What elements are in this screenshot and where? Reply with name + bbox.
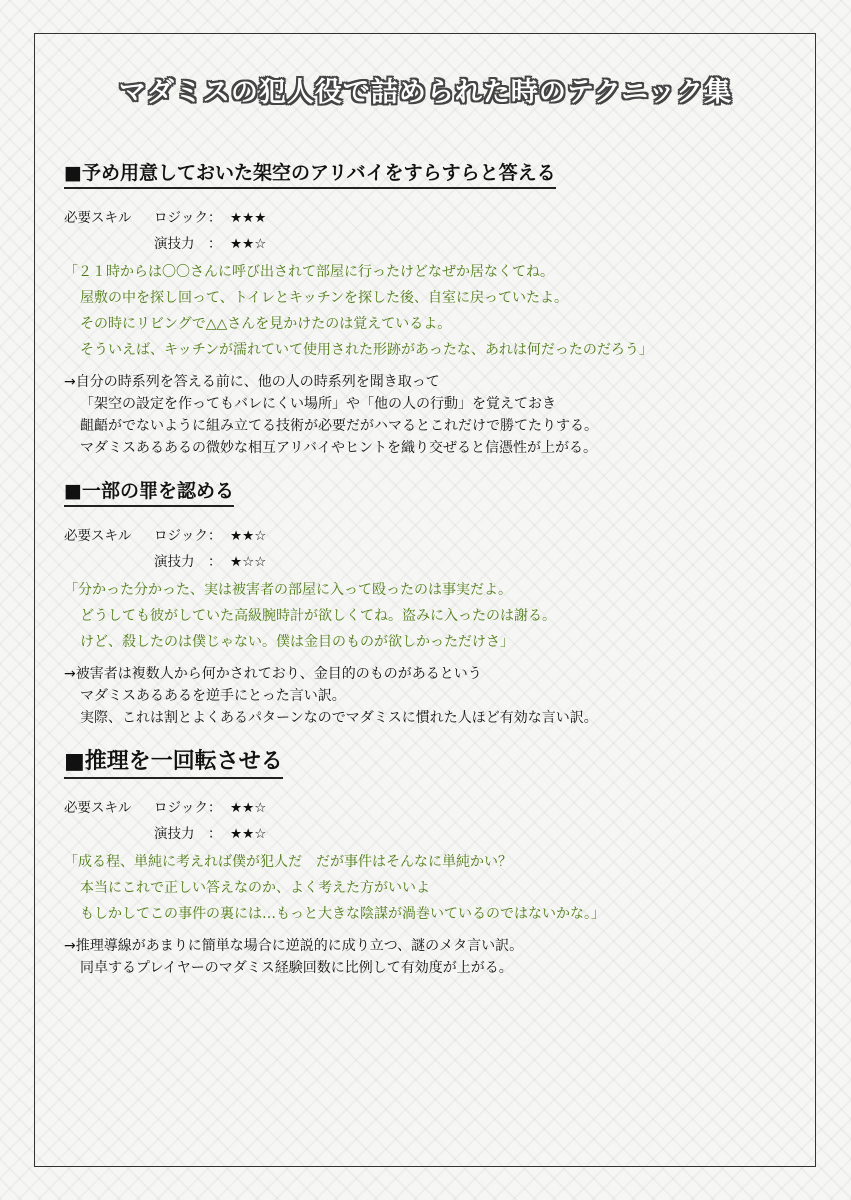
skill-row xyxy=(64,821,804,847)
section-twist xyxy=(64,744,804,979)
skill-name: 演技力 ： xyxy=(154,826,222,842)
explanation-note xyxy=(64,663,804,729)
quote-line: 「成る程、単純に考えれば僕が犯人だ だが事件はそんなに単純かい？ xyxy=(64,854,512,870)
note-line: →推理導線があまりに簡単な場合に逆説的に成り立つ、謎のメタ言い訳。 xyxy=(64,938,524,954)
note-line: 実際、これは割とよくあるパターンなのでマダミスに慣れた人ほど有効な言い訳。 xyxy=(80,710,598,726)
skill-name: 演技力 ： xyxy=(154,236,222,252)
quote-line: 本当にこれで正しい答えなのか、よく考えた方がいいよ xyxy=(80,880,430,896)
skill-row xyxy=(64,523,804,549)
example-quote xyxy=(64,577,804,655)
quote-line: 屋敷の中を探し回って、トイレとキッチンを探した後、自室に戻っていたよ。 xyxy=(80,290,569,306)
skills-block xyxy=(64,795,804,847)
skill-rating: ★★☆ xyxy=(230,236,267,252)
quote-line: もしかしてこの事件の裏には…もっと大きな陰謀が渦巻いているのではないかな。」 xyxy=(80,906,605,922)
note-line: 齟齬がでないように組み立てる技術が必要だがハマるとこれだけで勝てたりする。 xyxy=(80,418,598,434)
section-heading: ■予め用意しておいた架空のアリバイをすらすらと答える xyxy=(64,158,556,189)
skill-label: 必要スキル xyxy=(64,528,132,544)
skill-rating: ★★☆ xyxy=(230,800,267,816)
note-line: 同卓するプレイヤーのマダミス経験回数に比例して有効度が上がる。 xyxy=(80,960,513,976)
page-title: マダミスの犯人役で詰められた時のテクニック集 xyxy=(118,77,733,108)
skill-name: 演技力 ： xyxy=(154,554,222,570)
skill-row xyxy=(64,549,804,575)
skill-label: 必要スキル xyxy=(64,210,132,226)
explanation-note xyxy=(64,935,804,979)
skill-rating: ★★☆ xyxy=(230,528,267,544)
quote-line: けど、殺したのは僕じゃない。僕は金目のものが欲しかっただけさ」 xyxy=(80,634,514,650)
quote-line: 「分かった分かった、実は被害者の部屋に入って殴ったのは事実だよ。 xyxy=(64,582,512,598)
skill-name: ロジック： xyxy=(154,210,222,226)
section-admit xyxy=(64,476,804,729)
quote-line: 「２１時からは〇〇さんに呼び出されて部屋に行ったけどなぜか居なくてね。 xyxy=(64,264,554,280)
skill-row xyxy=(64,205,804,231)
note-line: マダミスあるあるを逆手にとった言い訳。 xyxy=(80,688,346,704)
section-heading: ■推理を一回転させる xyxy=(64,744,283,779)
section-heading: ■一部の罪を認める xyxy=(64,476,234,507)
skill-name: ロジック： xyxy=(154,528,222,544)
quote-line: その時にリビングで△△さんを見かけたのは覚えているよ。 xyxy=(80,316,452,332)
skill-label: 必要スキル xyxy=(64,800,132,816)
example-quote xyxy=(64,259,804,363)
skill-row xyxy=(64,795,804,821)
skills-block xyxy=(64,523,804,575)
skill-rating: ★★★ xyxy=(230,210,267,226)
quote-line: そういえば、キッチンが濡れていて使用された形跡があったな、あれは何だったのだろう」 xyxy=(80,342,653,358)
section-alibi xyxy=(64,158,804,459)
note-line: 「架空の設定を作ってもバレにくい場所」や「他の人の行動」を覚えておき xyxy=(80,396,556,412)
note-line: →被害者は複数人から何かされており、金目的のものがあるという xyxy=(64,666,482,682)
explanation-note xyxy=(64,371,804,459)
example-quote xyxy=(64,849,804,927)
note-line: マダミスあるあるの微妙な相互アリバイやヒントを織り交ぜると信憑性が上がる。 xyxy=(80,440,598,456)
skills-block xyxy=(64,205,804,257)
quote-line: どうしても彼がしていた高級腕時計が欲しくてね。盗みに入ったのは謝る。 xyxy=(80,608,556,624)
skill-name: ロジック： xyxy=(154,800,222,816)
skill-rating: ★★☆ xyxy=(230,826,267,842)
note-line: →自分の時系列を答える前に、他の人の時系列を聞き取って xyxy=(64,374,440,390)
skill-rating: ★☆☆ xyxy=(230,554,267,570)
skill-row xyxy=(64,231,804,257)
